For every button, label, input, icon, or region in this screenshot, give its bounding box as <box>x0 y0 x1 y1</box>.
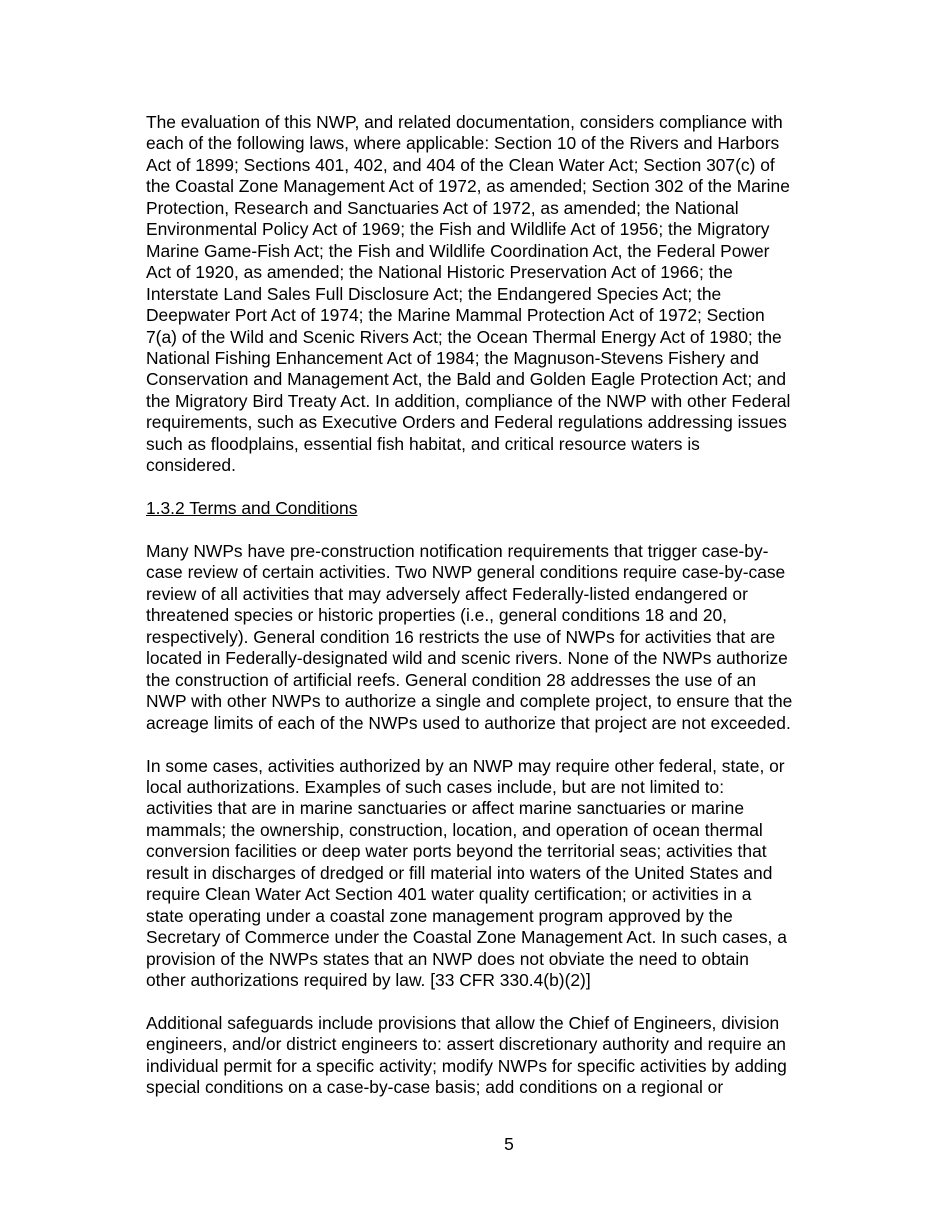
paragraph-laws-compliance: The evaluation of this NWP, and related documentation, considers compliance with each of the following laws, where applicable: Section 10 of the Rivers and Harbors Act of 1899; Sections 401, 402, and 404 of the Clean Water Act; Section 307(c) of the Coastal Zone Management Act of 1972, as amended; Section 302 of the Marine Protection, Research and Sanctuaries Act of 1972, as amended; the National Environmental Policy Act of 1969; the Fish and Wildlife Act of 1956; the Migratory Marine Game-Fish Act; the Fish and Wildlife Coordination Act, the Federal Power Act of 1920, as amended; the National Historic Preservation Act of 1966; the Interstate Land Sales Full Disclosure Act; the Endangered Species Act; the Deepwater Port Act of 1974; the Marine Mammal Protection Act of 1972; Section 7(a) of the Wild and Scenic Rivers Act; the Ocean Thermal Energy Act of 1980; the National Fishing Enhancement Act of 1984; the Magnuson-Stevens Fishery and Conservation and Management Act, the Bald and Golden Eagle Protection Act; and the Migratory Bird Treaty Act. In addition, compliance of the NWP with other Federal requirements, such as Executive Orders and Federal regulations addressing issues such as floodplains, essential fish habitat, and critical resource waters is considered. <box>146 112 791 476</box>
page-body <box>146 112 846 1120</box>
section-heading: 1.3.2 Terms and Conditions <box>146 498 358 519</box>
paragraph-pre-construction-notification: Many NWPs have pre-construction notification requirements that trigger case-by- case review of certain activities. Two NWP general conditions require case-by-case review of all activities that may adversely affect Federally-listed endangered or threatened species or historic properties (i.e., general conditions 18 and 20, respectively). General condition 16 restricts the use of NWPs for activities that are located in Federally-designated wild and scenic rivers. None of the NWPs authorize the construction of artificial reefs. General condition 28 addresses the use of an NWP with other NWPs to authorize a single and complete project, to ensure that the acreage limits of each of the NWPs used to authorize that project are not exceeded. <box>146 541 793 733</box>
page-number: 5 <box>504 1134 514 1154</box>
paragraph-additional-safeguards: Additional safeguards include provisions that allow the Chief of Engineers, division engineers, and/or district engineers to: assert discretionary authority and require an individual permit for a specific activity; modify NWPs for specific activities by adding special conditions on a case-by-case basis; add conditions on a regional or <box>146 1012 787 1098</box>
paragraph-other-authorizations: In some cases, activities authorized by an NWP may require other federal, state, or local authorizations. Examples of such cases include, but are not limited to: activities that are in marine sanctuaries or affect marine sanctuaries or marine mammals; the ownership, construction, location, and operation of ocean thermal conversion facilities or deep water ports beyond the territorial seas; activities that result in discharges of dredged or fill material into waters of the United States and require Clean Water Act Section 401 water quality certification; or activities in a state operating under a coastal zone management program approved by the Secretary of Commerce under the Coastal Zone Management Act. In such cases, a provision of the NWPs states that an NWP does not obviate the need to obtain other authorizations required by law. [33 CFR 330.4(b)(2)] <box>146 755 787 991</box>
